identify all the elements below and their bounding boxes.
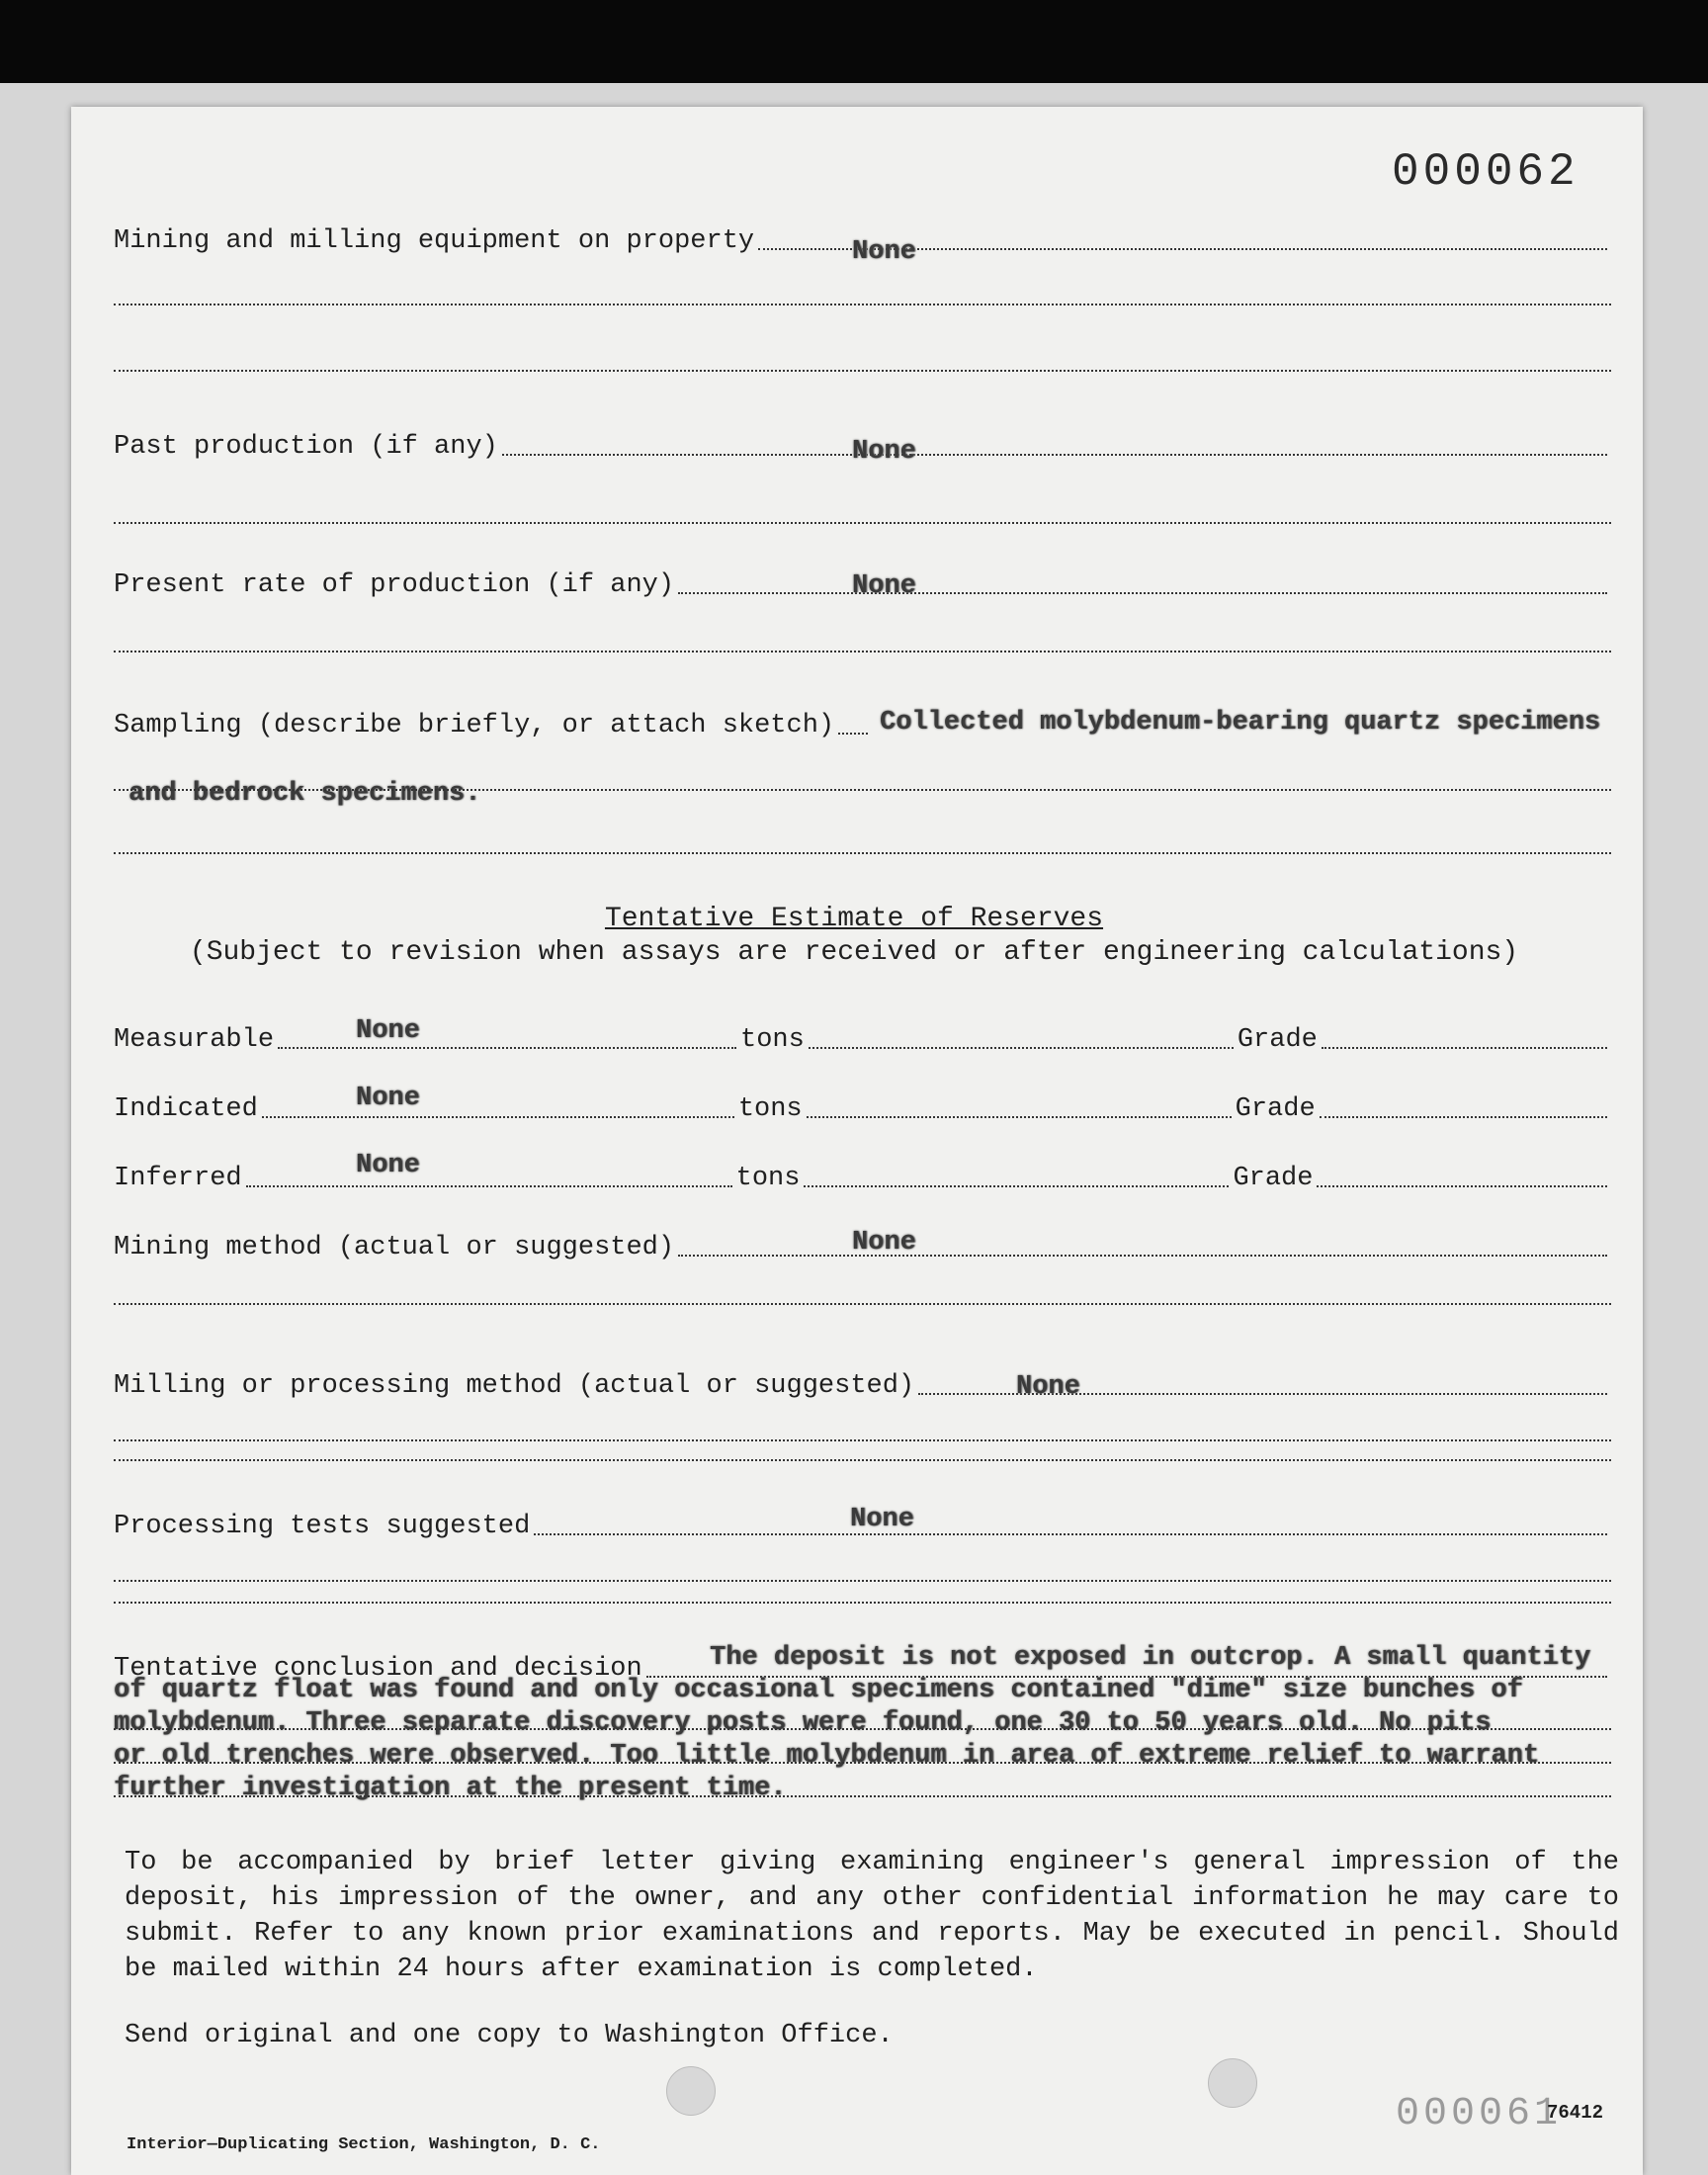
blank-line (114, 1303, 1611, 1305)
processing-tests-label: Processing tests suggested (114, 1512, 531, 1541)
conclusion-line: of quartz float was found and only occasional specimens contained "dime" size bunches of (114, 1676, 1523, 1705)
conclusion-label: Tentative conclusion and decision (114, 1654, 642, 1684)
reserve-label: Inferred (114, 1164, 242, 1193)
tons-label: tons (737, 1094, 803, 1124)
blank-line (114, 651, 1611, 652)
punch-hole (1208, 2058, 1257, 2108)
blank-line (114, 1580, 1611, 1582)
blank-line (114, 1439, 1611, 1441)
blank-line (114, 1459, 1611, 1461)
present-rate-value: None (852, 571, 916, 601)
reserve-label: Indicated (114, 1094, 258, 1124)
mining-method-value: None (852, 1228, 916, 1258)
conclusion-line: further investigation at the present time. (114, 1774, 787, 1803)
tons-label: tons (740, 1025, 805, 1055)
past-production-value: None (852, 437, 916, 467)
blank-line (114, 522, 1611, 524)
grade-label: Grade (1237, 1025, 1318, 1055)
equipment-value: None (852, 237, 916, 267)
conclusion-line: molybdenum. Three separate discovery posts were found, one 30 to 50 years old. No pits (114, 1708, 1492, 1738)
punch-hole (666, 2066, 716, 2116)
blank-line (114, 1602, 1611, 1604)
blank-line (114, 304, 1611, 305)
tons-label: tons (735, 1164, 801, 1193)
conclusion-line: or old trenches were observed. Too little molybdenum in area of extreme relief to warrant (114, 1741, 1540, 1771)
blank-line (114, 370, 1611, 372)
grade-label: Grade (1233, 1164, 1314, 1193)
instructions-paragraph: To be accompanied by brief letter giving examining engineer's general impression of the deposit, his impression of the owner, and any other confidential information he may care to submit. Refer to any known prior examinations and reports. May be executed in pencil. Should be mailed within 24 hours after examination is completed. (125, 1848, 1619, 1984)
past-production-label: Past production (if any) (114, 432, 498, 462)
reserve-label: Measurable (114, 1025, 275, 1055)
reserve-value-measurable: None (356, 1016, 420, 1046)
reserve-row-measurable (114, 1008, 1611, 1054)
blank-line (114, 789, 1611, 791)
sampling-value-line2: and bedrock specimens. (128, 779, 481, 809)
reserve-value-inferred: None (356, 1151, 420, 1180)
bleed-through-number: 000061 (1396, 2092, 1563, 2136)
conclusion-line: The deposit is not exposed in outcrop. A small quantity (710, 1643, 1591, 1673)
grade-label: Grade (1235, 1094, 1316, 1124)
reserve-row-inferred (114, 1147, 1611, 1192)
reserves-subtitle: (Subject to revision when assays are received or after engineering calculations) (189, 937, 1519, 968)
form-number: 76412 (1547, 2102, 1604, 2124)
printer-footer: Interior—Duplicating Section, Washington, D. C. (127, 2135, 601, 2154)
sampling-value-line1: Collected molybdenum-bearing quartz specimens (880, 708, 1601, 738)
blank-line (114, 1762, 1611, 1764)
reserves-title: Tentative Estimate of Reserves (604, 904, 1104, 934)
scan-top-band (0, 0, 1708, 83)
blank-line (114, 852, 1611, 854)
reserve-value-indicated: None (356, 1084, 420, 1113)
processing-tests-value: None (850, 1505, 914, 1534)
milling-method-label: Milling or processing method (actual or suggested) (114, 1371, 915, 1401)
milling-method-value: None (1016, 1372, 1080, 1402)
blank-line (114, 1728, 1611, 1730)
sampling-label: Sampling (describe briefly, or attach sketch) (114, 711, 835, 740)
blank-line (114, 1795, 1611, 1797)
equipment-label: Mining and milling equipment on property (114, 226, 755, 256)
present-rate-label: Present rate of production (if any) (114, 570, 675, 600)
document-number: 000062 (1392, 146, 1580, 198)
send-note: Send original and one copy to Washington Office. (125, 2021, 894, 2050)
milling-method-row (114, 1354, 1611, 1400)
mining-method-label: Mining method (actual or suggested) (114, 1233, 675, 1262)
reserve-row-indicated (114, 1078, 1611, 1123)
